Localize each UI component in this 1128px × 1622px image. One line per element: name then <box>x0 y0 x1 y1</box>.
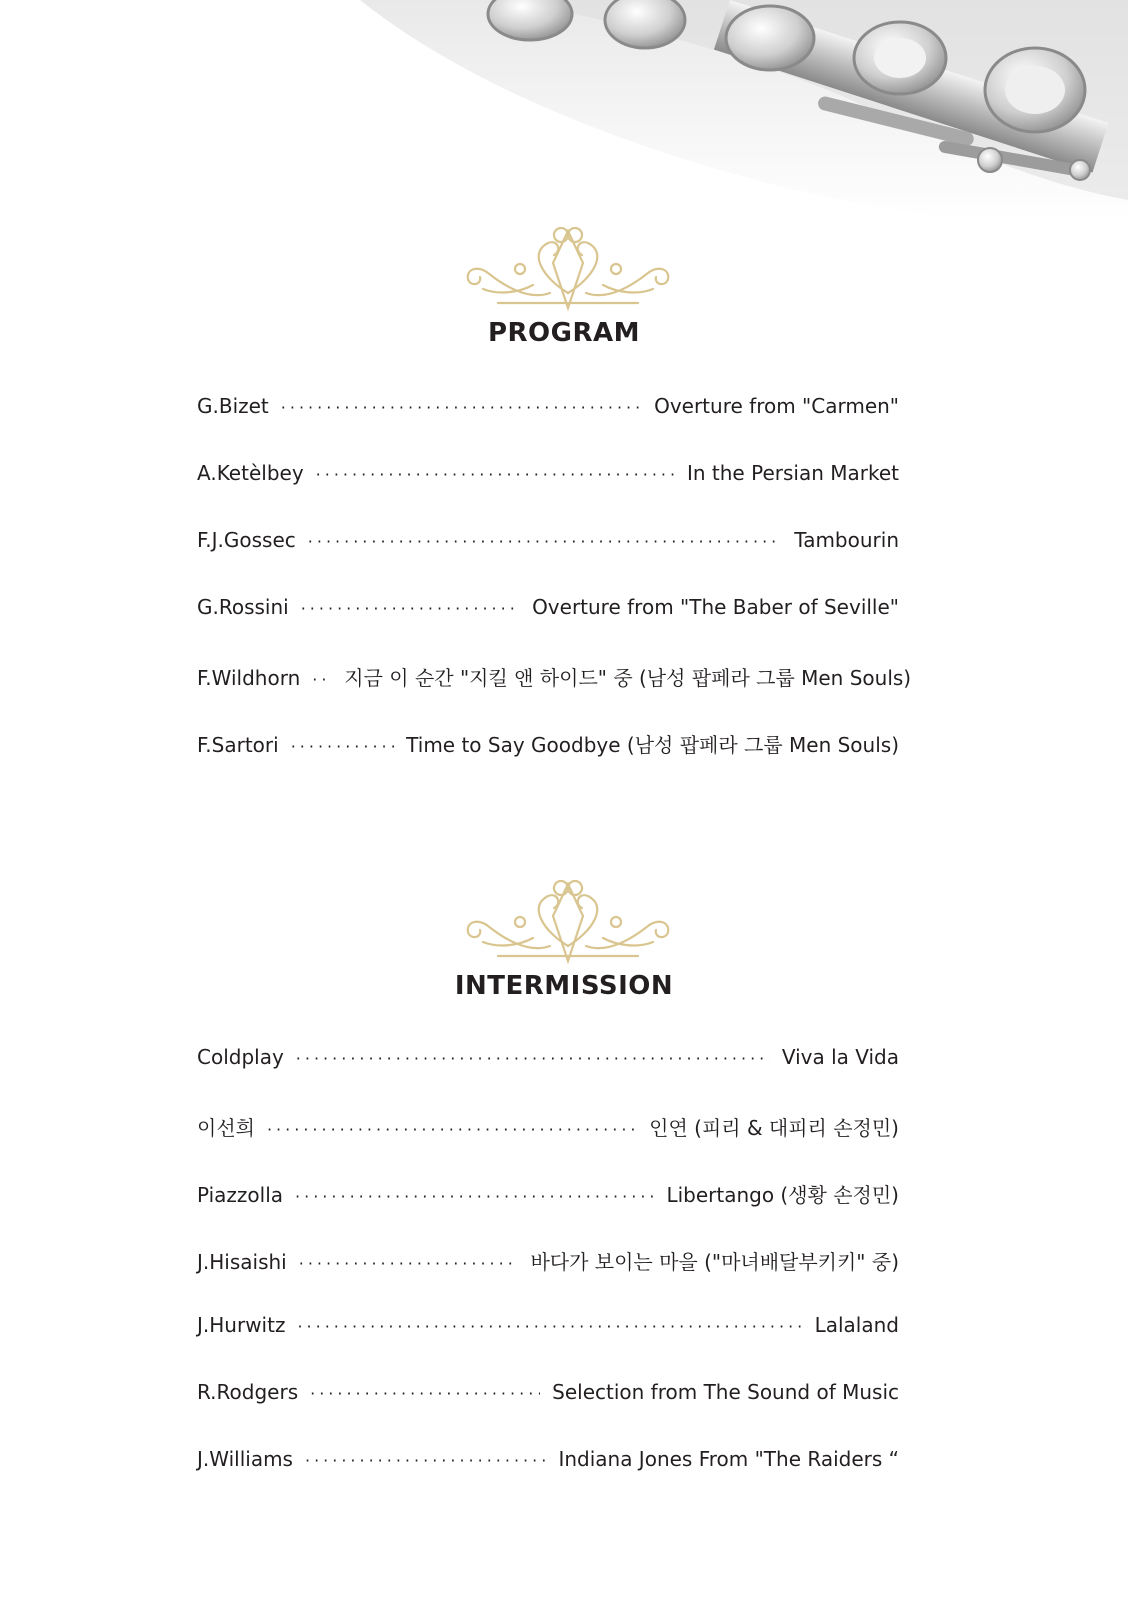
dot-leader <box>316 465 675 484</box>
dot-leader <box>310 1384 540 1403</box>
gold-floral-ornament-icon <box>458 876 678 966</box>
dot-leader <box>281 398 642 417</box>
list-item <box>197 662 912 729</box>
composer-name: F.Sartori <box>197 733 279 757</box>
piece-title: Overture from "Carmen" <box>654 394 899 418</box>
composer-name: F.J.Gossec <box>197 528 296 552</box>
piece-title: In the Persian Market <box>686 461 899 485</box>
piece-title: Selection from The Sound of Music <box>552 1380 899 1404</box>
program-list <box>197 394 912 796</box>
composer-name: Piazzolla <box>197 1183 284 1207</box>
piece-title: Indiana Jones From "The Raiders “ <box>558 1447 899 1471</box>
list-item <box>197 729 899 796</box>
list-item <box>197 394 899 461</box>
dot-leader <box>312 670 332 689</box>
piece-title: 인연 (피리 & 대피리 손정민) <box>649 1116 899 1140</box>
dot-leader <box>299 1254 519 1273</box>
composer-name: R.Rodgers <box>197 1380 299 1404</box>
composer-name: G.Bizet <box>197 394 269 418</box>
composer-name: J.Hurwitz <box>197 1313 286 1337</box>
composer-name: F.Wildhorn <box>197 666 301 690</box>
list-item <box>197 1045 899 1112</box>
composer-name: G.Rossini <box>197 595 289 619</box>
dot-leader <box>308 532 783 551</box>
piece-title: Overture from "The Baber of Seville" <box>532 595 899 619</box>
list-item <box>197 1179 899 1246</box>
dot-leader <box>305 1451 546 1470</box>
list-item <box>197 461 899 528</box>
intermission-title: INTERMISSION <box>454 971 674 1001</box>
flute-keys-image <box>300 0 1128 240</box>
dot-leader <box>301 599 520 618</box>
list-item <box>197 1380 899 1447</box>
piece-title: Viva la Vida <box>781 1045 899 1069</box>
dot-leader <box>296 1049 770 1068</box>
piece-title: 지금 이 순간 "지킬 앤 하이드" 중 (남성 팝페라 그룹 Men Souls) <box>344 666 912 690</box>
list-item <box>197 1246 899 1313</box>
composer-name: J.Williams <box>197 1447 293 1471</box>
list-item <box>197 595 899 662</box>
composer-name: Coldplay <box>197 1045 284 1069</box>
list-item <box>197 528 899 595</box>
composer-name: 이선희 <box>197 1116 255 1140</box>
composer-name: A.Ketèlbey <box>197 461 304 485</box>
composer-name: J.Hisaishi <box>197 1250 287 1274</box>
intermission-list <box>197 1045 899 1514</box>
piece-title: Lalaland <box>814 1313 899 1337</box>
dot-leader <box>291 737 394 756</box>
gold-floral-ornament-icon <box>458 223 678 313</box>
piece-title: Time to Say Goodbye (남성 팝페라 그룹 Men Souls) <box>406 733 899 757</box>
piece-title: Libertango (생황 손정민) <box>666 1183 899 1207</box>
program-title: PROGRAM <box>487 318 641 348</box>
list-item <box>197 1313 899 1380</box>
dot-leader <box>297 1317 802 1336</box>
list-item <box>197 1447 899 1514</box>
list-item <box>197 1112 899 1179</box>
dot-leader <box>295 1187 654 1206</box>
piece-title: 바다가 보이는 마을 ("마녀배달부키키" 중) <box>530 1250 899 1274</box>
dot-leader <box>267 1120 637 1139</box>
piece-title: Tambourin <box>794 528 899 552</box>
